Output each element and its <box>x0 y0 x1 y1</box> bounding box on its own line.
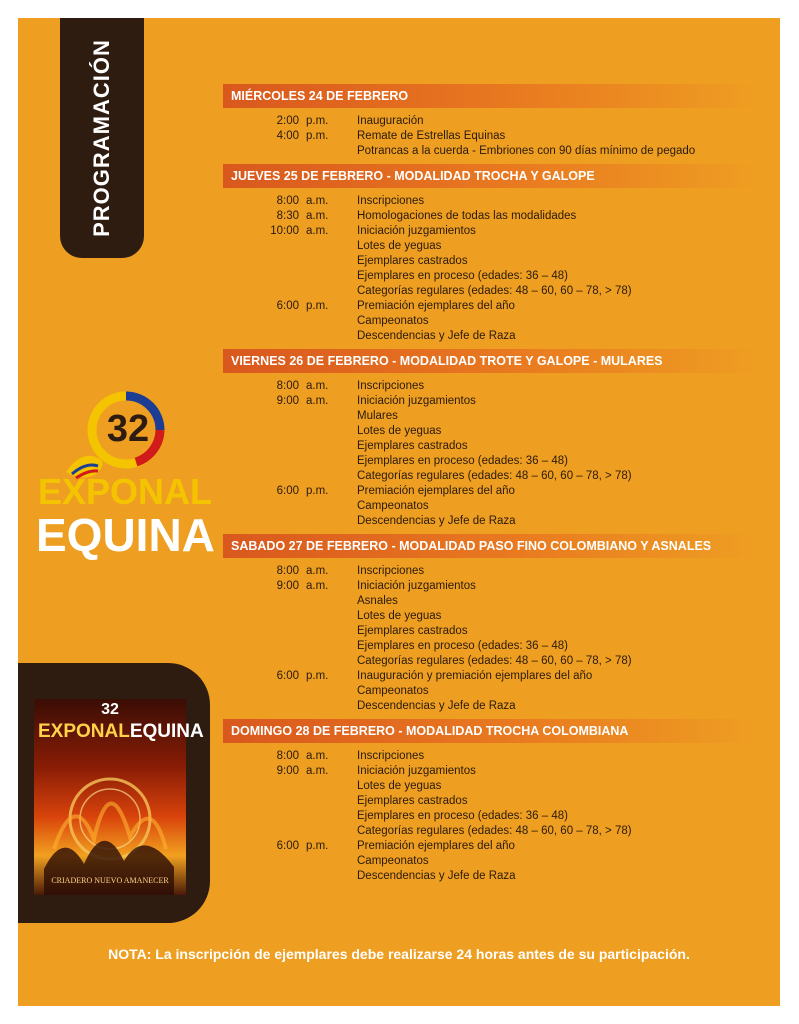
row-description: Categorías regulares (edades: 48 – 60, 60 – 78, > 78) <box>357 655 632 667</box>
row-meridiem <box>299 684 336 699</box>
row-description: Iniciación juzgamientos <box>357 580 476 592</box>
row-meridiem <box>299 699 336 714</box>
row-description: Ejemplares castrados <box>357 255 468 267</box>
row-description: Remate de Estrellas Equinas <box>357 130 506 142</box>
day-block <box>223 719 763 884</box>
programacion-tab <box>60 18 144 258</box>
schedule-row <box>223 654 763 669</box>
schedule-row <box>223 194 763 209</box>
schedule-row <box>223 809 763 824</box>
schedule-row <box>223 624 763 639</box>
day-header: DOMINGO 28 DE FEBRERO - MODALIDAD TROCHA COLOMBIANA <box>223 719 763 743</box>
row-time: 8:00 <box>276 565 299 577</box>
schedule-row <box>223 764 763 779</box>
row-time: 6:00 <box>276 670 299 682</box>
row-meridiem: p.m. <box>306 130 329 142</box>
row-meridiem <box>299 254 336 269</box>
row-time: 6:00 <box>276 300 299 312</box>
row-description: Descendencias y Jefe de Raza <box>357 515 516 527</box>
row-description: Campeonatos <box>357 855 429 867</box>
schedule-row <box>223 114 763 129</box>
day-block <box>223 164 763 344</box>
row-time <box>223 454 299 469</box>
row-meridiem <box>299 514 336 529</box>
day-header: VIERNES 26 DE FEBRERO - MODALIDAD TROTE Y GALOPE - MULARES <box>223 349 763 373</box>
row-meridiem: a.m. <box>306 765 329 777</box>
row-time <box>223 624 299 639</box>
schedule-row <box>223 564 763 579</box>
row-time <box>223 809 299 824</box>
row-description: Premiación ejemplares del año <box>357 300 515 312</box>
row-time <box>223 869 299 884</box>
row-description: Inauguración <box>357 115 424 127</box>
row-description: Premiación ejemplares del año <box>357 840 515 852</box>
row-time <box>223 144 299 159</box>
row-description: Asnales <box>357 595 398 607</box>
row-time <box>223 499 299 514</box>
row-time: 8:00 <box>276 750 299 762</box>
row-meridiem <box>299 854 336 869</box>
row-meridiem <box>299 269 336 284</box>
schedule-row <box>223 314 763 329</box>
poster-title-b: EQUINA <box>129 721 204 742</box>
programacion-label: PROGRAMACIÓN <box>89 39 114 237</box>
schedule-row <box>223 439 763 454</box>
row-time: 2:00 <box>276 115 299 127</box>
row-description: Campeonatos <box>357 685 429 697</box>
schedule-row <box>223 484 763 499</box>
exponal-equina-logo <box>36 390 215 575</box>
row-description: Inauguración y premiación ejemplares del año <box>357 670 593 682</box>
schedule-row <box>223 794 763 809</box>
row-time <box>223 639 299 654</box>
row-description: Descendencias y Jefe de Raza <box>357 700 516 712</box>
row-meridiem: p.m. <box>306 300 329 312</box>
row-time <box>223 239 299 254</box>
row-meridiem <box>299 624 336 639</box>
row-meridiem: p.m. <box>306 115 329 127</box>
schedule-row <box>223 854 763 869</box>
nota-text: NOTA: La inscripción de ejemplares debe realizarse 24 horas antes de su participación. <box>108 946 690 962</box>
row-time <box>223 654 299 669</box>
row-time <box>223 794 299 809</box>
row-time: 6:00 <box>276 485 299 497</box>
row-time <box>223 684 299 699</box>
row-time <box>223 269 299 284</box>
row-meridiem: a.m. <box>306 750 329 762</box>
row-meridiem <box>299 409 336 424</box>
row-description: Ejemplares castrados <box>357 440 468 452</box>
row-description: Ejemplares en proceso (edades: 36 – 48) <box>357 640 568 652</box>
row-time <box>223 409 299 424</box>
row-time <box>223 514 299 529</box>
day-header: SABADO 27 DE FEBRERO - MODALIDAD PASO FINO COLOMBIANO Y ASNALES <box>223 534 763 558</box>
row-description: Lotes de yeguas <box>357 780 442 792</box>
schedule <box>223 84 763 889</box>
row-description: Lotes de yeguas <box>357 425 442 437</box>
row-time: 4:00 <box>276 130 299 142</box>
day-block <box>223 84 763 159</box>
row-description: Descendencias y Jefe de Raza <box>357 870 516 882</box>
row-description: Potrancas a la cuerda - Embriones con 90 días mínimo de pegado <box>357 145 696 157</box>
row-meridiem <box>299 439 336 454</box>
row-description: Categorías regulares (edades: 48 – 60, 60 – 78, > 78) <box>357 825 632 837</box>
schedule-row <box>223 409 763 424</box>
day-header: JUEVES 25 DE FEBRERO - MODALIDAD TROCHA Y GALOPE <box>223 164 763 188</box>
row-meridiem <box>299 794 336 809</box>
row-description: Lotes de yeguas <box>357 610 442 622</box>
row-meridiem: p.m. <box>306 840 329 852</box>
row-description: Inscripciones <box>357 565 425 577</box>
schedule-row <box>223 639 763 654</box>
row-meridiem <box>299 609 336 624</box>
row-meridiem <box>299 314 336 329</box>
row-meridiem <box>299 869 336 884</box>
row-description: Iniciación juzgamientos <box>357 395 476 407</box>
poster-footer: CRIADERO NUEVO AMANECER <box>51 876 169 885</box>
poster-title-a: EXPONAL <box>38 721 130 742</box>
schedule-row <box>223 669 763 684</box>
row-time: 8:00 <box>276 380 299 392</box>
row-time <box>223 439 299 454</box>
row-time: 8:30 <box>276 210 299 222</box>
schedule-row <box>223 144 763 159</box>
row-time <box>223 854 299 869</box>
row-description: Ejemplares castrados <box>357 625 468 637</box>
schedule-row <box>223 129 763 144</box>
row-time: 8:00 <box>276 195 299 207</box>
row-description: Categorías regulares (edades: 48 – 60, 60 – 78, > 78) <box>357 285 632 297</box>
row-time: 10:00 <box>270 225 299 237</box>
row-time <box>223 424 299 439</box>
row-time: 6:00 <box>276 840 299 852</box>
poster-panel <box>18 663 210 923</box>
schedule-row <box>223 209 763 224</box>
row-meridiem <box>299 639 336 654</box>
row-description: Iniciación juzgamientos <box>357 765 476 777</box>
row-meridiem <box>299 144 336 159</box>
schedule-row <box>223 699 763 714</box>
logo-number: 32 <box>106 408 150 450</box>
row-meridiem <box>299 809 336 824</box>
poster-title <box>38 721 204 743</box>
row-description: Homologaciones de todas las modalidades <box>357 210 577 222</box>
row-meridiem: p.m. <box>306 485 329 497</box>
logo-equina-text: EQUINA <box>36 509 215 561</box>
poster-number: 32 <box>101 701 119 718</box>
row-meridiem <box>299 424 336 439</box>
row-meridiem <box>299 469 336 484</box>
row-time: 9:00 <box>276 395 299 407</box>
day-block <box>223 349 763 529</box>
row-time <box>223 824 299 839</box>
row-meridiem <box>299 499 336 514</box>
row-meridiem: a.m. <box>306 580 329 592</box>
row-description: Mulares <box>357 410 398 422</box>
schedule-row <box>223 269 763 284</box>
schedule-row <box>223 824 763 839</box>
row-time: 9:00 <box>276 580 299 592</box>
schedule-row <box>223 469 763 484</box>
row-description: Ejemplares en proceso (edades: 36 – 48) <box>357 270 568 282</box>
row-description: Campeonatos <box>357 500 429 512</box>
row-time <box>223 314 299 329</box>
row-time: 9:00 <box>276 765 299 777</box>
schedule-row <box>223 514 763 529</box>
row-time <box>223 284 299 299</box>
row-description: Ejemplares en proceso (edades: 36 – 48) <box>357 455 568 467</box>
row-meridiem: a.m. <box>306 225 329 237</box>
row-description: Lotes de yeguas <box>357 240 442 252</box>
logo-exponal-text: EXPONAL <box>38 471 213 512</box>
row-description: Inscripciones <box>357 380 425 392</box>
event-poster-image <box>34 699 204 895</box>
schedule-row <box>223 299 763 314</box>
row-time <box>223 609 299 624</box>
row-meridiem <box>299 454 336 469</box>
schedule-row <box>223 254 763 269</box>
program-page <box>18 18 780 1006</box>
row-meridiem: p.m. <box>306 670 329 682</box>
row-description: Categorías regulares (edades: 48 – 60, 60 – 78, > 78) <box>357 470 632 482</box>
row-time <box>223 469 299 484</box>
row-description: Campeonatos <box>357 315 429 327</box>
schedule-row <box>223 454 763 469</box>
row-meridiem <box>299 824 336 839</box>
row-time <box>223 699 299 714</box>
day-header: MIÉRCOLES 24 DE FEBRERO <box>223 84 763 108</box>
schedule-row <box>223 684 763 699</box>
schedule-row <box>223 424 763 439</box>
row-description: Iniciación juzgamientos <box>357 225 476 237</box>
row-time <box>223 779 299 794</box>
schedule-row <box>223 394 763 409</box>
schedule-row <box>223 609 763 624</box>
row-meridiem <box>299 594 336 609</box>
schedule-row <box>223 839 763 854</box>
schedule-row <box>223 869 763 884</box>
row-description: Ejemplares en proceso (edades: 36 – 48) <box>357 810 568 822</box>
row-description: Descendencias y Jefe de Raza <box>357 330 516 342</box>
row-meridiem: a.m. <box>306 565 329 577</box>
schedule-row <box>223 749 763 764</box>
row-meridiem: a.m. <box>306 395 329 407</box>
row-meridiem <box>299 329 336 344</box>
row-time <box>223 254 299 269</box>
schedule-row <box>223 499 763 514</box>
row-meridiem <box>299 779 336 794</box>
row-meridiem: a.m. <box>306 380 329 392</box>
day-block <box>223 534 763 714</box>
schedule-row <box>223 239 763 254</box>
schedule-row <box>223 779 763 794</box>
schedule-row <box>223 594 763 609</box>
row-meridiem <box>299 654 336 669</box>
row-description: Ejemplares castrados <box>357 795 468 807</box>
row-meridiem <box>299 284 336 299</box>
schedule-row <box>223 379 763 394</box>
row-description: Premiación ejemplares del año <box>357 485 515 497</box>
schedule-row <box>223 579 763 594</box>
schedule-row <box>223 224 763 239</box>
row-meridiem: a.m. <box>306 195 329 207</box>
row-description: Inscripciones <box>357 195 425 207</box>
row-meridiem: a.m. <box>306 210 329 222</box>
row-time <box>223 329 299 344</box>
row-meridiem <box>299 239 336 254</box>
row-description: Inscripciones <box>357 750 425 762</box>
schedule-row <box>223 284 763 299</box>
schedule-row <box>223 329 763 344</box>
row-time <box>223 594 299 609</box>
